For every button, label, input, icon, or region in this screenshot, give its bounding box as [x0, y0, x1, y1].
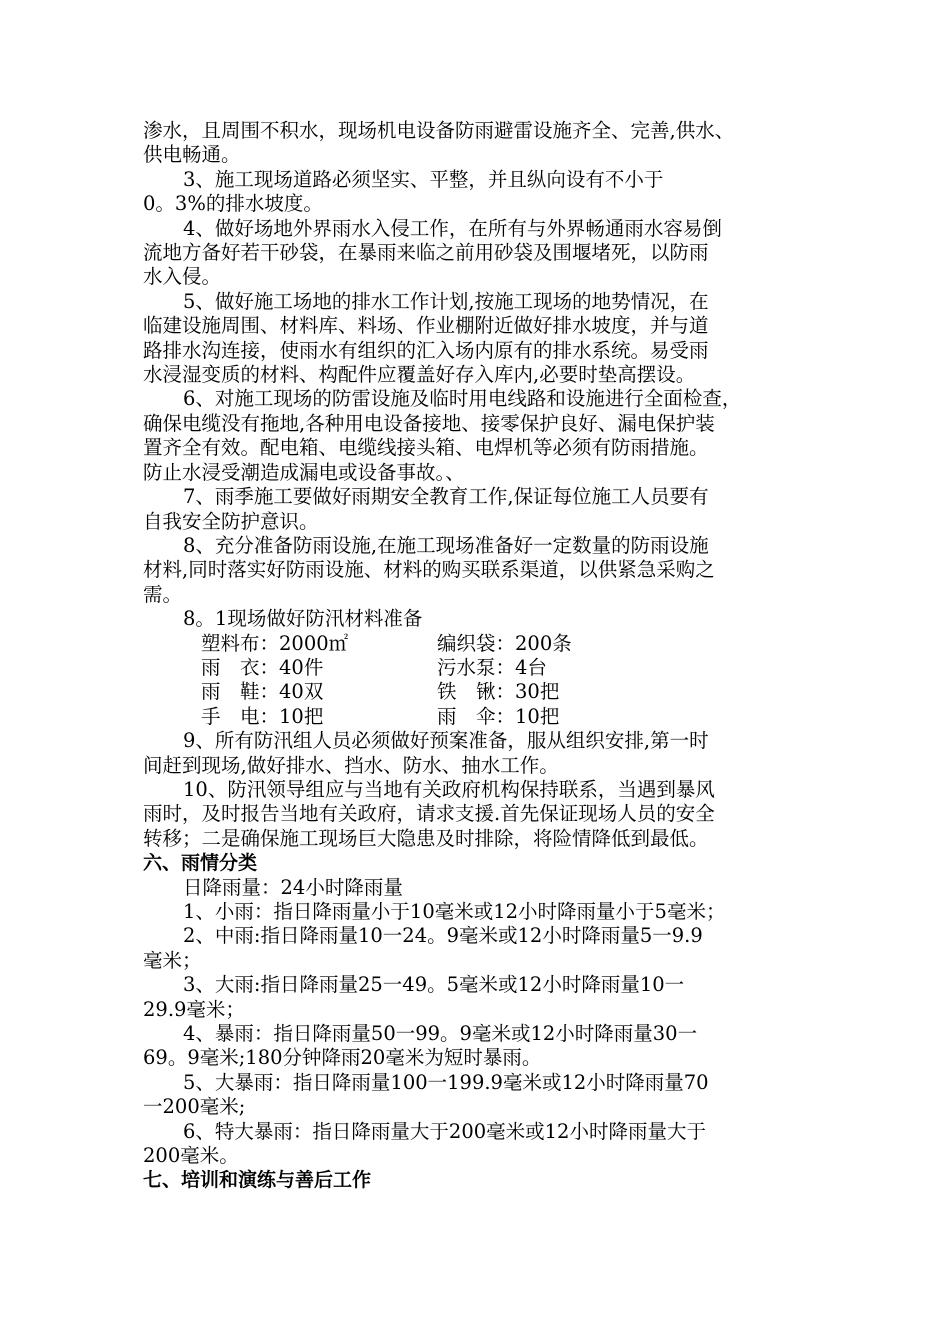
section-6-heading: 六、雨情分类 — [143, 852, 258, 875]
document-body — [143, 119, 813, 1193]
material-item: 雨 鞋：40双 — [201, 680, 324, 704]
material-item: 塑料布：2000㎡ — [201, 631, 349, 655]
item-7-line: 自我安全防护意识。 — [143, 509, 319, 533]
item-10-line: 雨时，及时报告当地有关政府，请求支援.首先保证现场人员的安全 — [143, 802, 715, 826]
item-5-line: 水浸湿变质的材料、构配件应覆盖好存入库内,必要时垫高摆设。 — [143, 363, 696, 387]
material-item: 铁 锹：30把 — [437, 680, 560, 704]
item-6-line: 6、对施工现场的防雷设施及临时用电线路和设施进行全面检查， — [183, 387, 742, 411]
item-6-line: 防止水浸受潮造成漏电或设备事故。、 — [143, 460, 465, 484]
rain-item-4-line: 69。9毫米;180分钟降雨20毫米为短时暴雨。 — [143, 1046, 542, 1070]
paragraph-line: 渗水，且周围不积水，现场机电设备防雨避雷设施齐全、完善,供水、 — [143, 119, 735, 142]
item-5-line: 路排水沟连接，使雨水有组织的汇入场内原有的排水系统。易受雨 — [143, 338, 709, 362]
material-item: 雨 伞：10把 — [437, 704, 560, 728]
rain-item-5-line: 一200毫米; — [143, 1095, 246, 1119]
material-item: 污水泵：4台 — [437, 655, 547, 679]
rain-item-1-line: 1、小雨：指日降雨量小于10毫米或12小时降雨量小于5毫米； — [183, 899, 726, 923]
section-6-subtitle: 日降雨量：24小时降雨量 — [183, 875, 403, 899]
item-8-line: 需。 — [143, 582, 183, 606]
item-9-line: 间赶到现场,做好排水、挡水、防水、抽水工作。 — [143, 753, 559, 777]
item-9-line: 9、所有防汛组人员必须做好预案准备，服从组织安排,第一时 — [183, 729, 709, 753]
materials-row — [143, 656, 813, 680]
rain-item-6-line: 200毫米。 — [143, 1144, 239, 1167]
materials-row — [143, 705, 813, 729]
item-3-line: 0。3%的排水坡度。 — [143, 192, 323, 216]
item-5-line: 临建设施周围、材料库、料场、作业棚附近做好排水坡度，并与道 — [143, 314, 709, 338]
item-10-line: 10、防汛领导组应与当地有关政府机构保持联系，当遇到暴风 — [183, 777, 715, 801]
item-7-line: 7、雨季施工要做好雨期安全教育工作,保证每位施工人员要有 — [183, 485, 709, 509]
rain-item-2-line: 毫米； — [143, 948, 202, 972]
materials-row — [143, 680, 813, 704]
paragraph-line: 供电畅通。 — [143, 143, 241, 167]
item-3-line: 3、施工现场道路必须坚实、平整，并且纵向设有不小于 — [183, 167, 664, 191]
rain-item-5-line: 5、大暴雨：指日降雨量100一199.9毫米或12小时降雨量70 — [183, 1070, 709, 1094]
material-item: 雨 衣：40件 — [201, 655, 324, 679]
rain-item-3-line: 3、大雨:指日降雨量25一49。5毫米或12小时降雨量10一 — [183, 973, 685, 997]
item-6-line: 确保电缆没有拖地,各种用电设备接地、接零保护良好、漏电保护装 — [143, 411, 715, 435]
item-4-line: 流地方备好若干砂袋，在暴雨来临之前用砂袋及围堰堵死，以防雨 — [143, 241, 709, 265]
item-8-line: 材料,同时落实好防雨设施、材料的购买联系渠道，以供紧急采购之 — [143, 558, 715, 582]
material-item: 编织袋：200条 — [437, 631, 572, 655]
item-6-line: 置齐全有效。配电箱、电缆线接头箱、电焊机等必须有防雨措施。 — [143, 436, 709, 460]
item-4-line: 4、做好场地外界雨水入侵工作，在所有与外界畅通雨水容易倒 — [183, 216, 722, 240]
rain-item-2-line: 2、中雨:指日降雨量10一24。9毫米或12小时降雨量5一9.9 — [183, 924, 703, 948]
rain-item-4-line: 4、暴雨：指日降雨量50一99。9毫米或12小时降雨量30一 — [183, 1021, 698, 1045]
item-4-line: 水入侵。 — [143, 265, 222, 289]
item-5-line: 5、做好施工场地的排水工作计划,按施工现场的地势情况，在 — [183, 289, 709, 313]
material-item: 手 电：10把 — [201, 704, 324, 728]
materials-title: 8。1现场做好防汛材料准备 — [183, 607, 423, 631]
section-7-heading: 七、培训和演练与善后工作 — [143, 1169, 372, 1192]
item-8-line: 8、充分准备防雨设施,在施工现场准备好一定数量的防雨设施 — [183, 533, 709, 557]
item-10-line: 转移；二是确保施工现场巨大隐患及时排除，将险情降低到最低。 — [143, 826, 709, 850]
materials-row — [143, 632, 813, 656]
rain-item-6-line: 6、特大暴雨：指日降雨量大于200毫米或12小时降雨量大于 — [183, 1119, 706, 1143]
rain-item-3-line: 29.9毫米； — [143, 997, 245, 1021]
